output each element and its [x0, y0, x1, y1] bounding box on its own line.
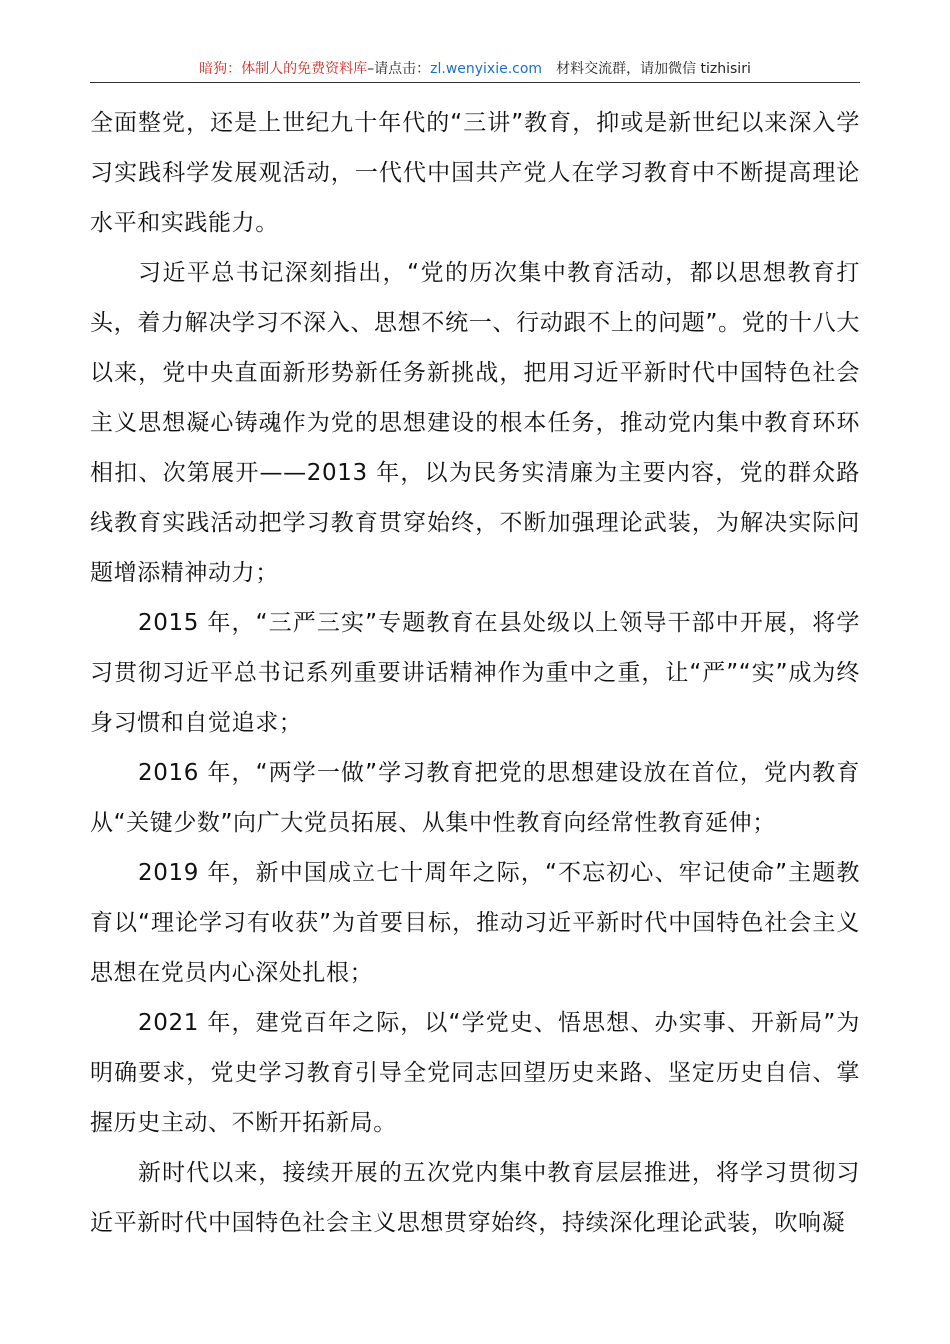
paragraph: 2016 年，“两学一做”学习教育把党的思想建设放在首位，党内教育从“关键少数”向广大党员拓展、从集中性教育向经常性教育延伸； — [90, 760, 860, 836]
header-wechat-note: 材料交流群，请加微信 tizhisiri — [556, 61, 751, 77]
paragraph: 习近平总书记深刻指出，“党的历次集中教育活动，都以思想教育打头，着力解决学习不深入、思想不统一、行动跟不上的问题”。党的十八大以来，党中央直面新形势新任务新挑战，把用习近平新时代中国特色社会主义思想凝心铸魂作为党的思想建设的根本任务，推动党内集中教育环环相扣、次第展开——2013 年，以为民务实清廉为主要内容，党的群众路线教育实践活动把学习教育贯穿始终，不断加强理论武装，为解决实际问题增添精神动力； — [90, 260, 860, 586]
header-divider — [90, 82, 860, 83]
paragraph: 全面整党，还是上世纪九十年代的“三讲”教育，抑或是新世纪以来深入学习实践科学发展观活动，一代代中国共产党人在学习教育中不断提高理论水平和实践能力。 — [90, 110, 860, 236]
header-url-link[interactable]: zl.wenyixie.com — [430, 61, 543, 77]
document-body — [90, 98, 860, 1248]
header-brand: 暗狗：体制人的免费资料库 — [199, 61, 368, 77]
paragraph: 新时代以来，接续开展的五次党内集中教育层层推进，将学习贯彻习近平新时代中国特色社会主义思想贯穿始终，持续深化理论武装，吹响凝 — [90, 1160, 860, 1236]
page-header — [90, 58, 860, 80]
header-click-prompt: –请点击： — [367, 61, 431, 77]
paragraph: 2021 年，建党百年之际，以“学党史、悟思想、办实事、开新局”为明确要求，党史学习教育引导全党同志回望历史来路、坚定历史自信、掌握历史主动、不断开拓新局。 — [90, 1010, 860, 1136]
paragraph: 2019 年，新中国成立七十周年之际，“不忘初心、牢记使命”主题教育以“理论学习有收获”为首要目标，推动习近平新时代中国特色社会主义思想在党员内心深处扎根； — [90, 860, 860, 986]
paragraph: 2015 年，“三严三实”专题教育在县处级以上领导干部中开展，将学习贯彻习近平总书记系列重要讲话精神作为重中之重，让“严”“实”成为终身习惯和自觉追求； — [90, 610, 860, 736]
